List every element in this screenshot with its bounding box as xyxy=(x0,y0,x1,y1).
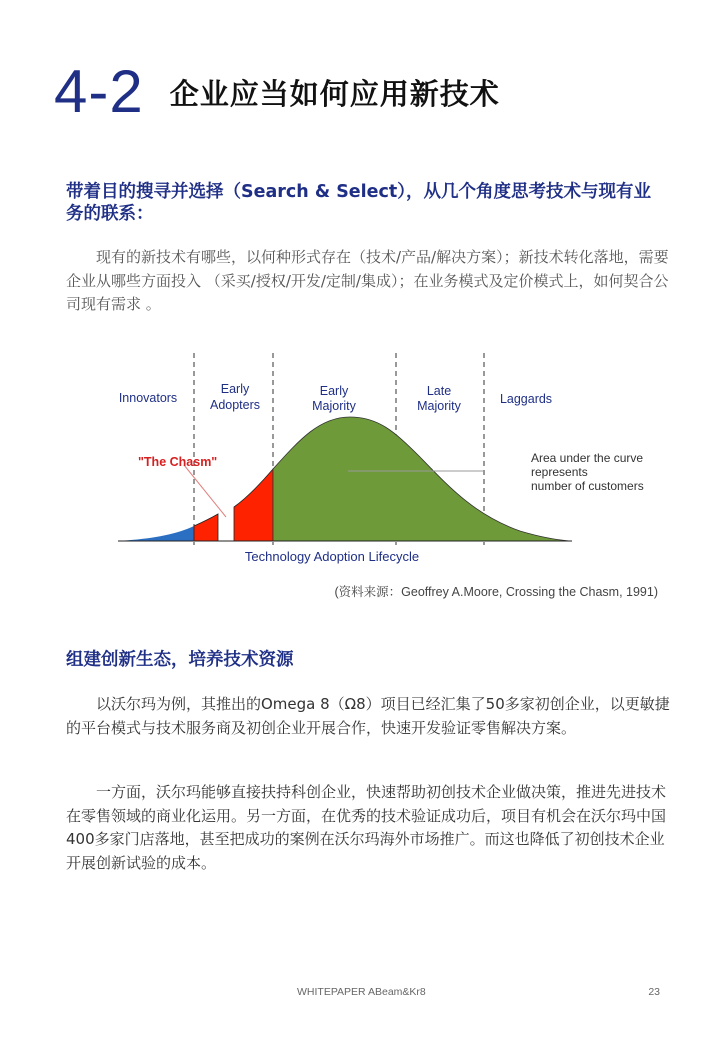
segment-innovators xyxy=(118,526,194,541)
chart-source: (资料来源：Geoffrey A.Moore, Crossing the Chasm, 1991) xyxy=(334,585,658,599)
section-header xyxy=(54,58,500,125)
section2-heading: 组建创新生态，培养技术资源 xyxy=(66,650,294,670)
label-early-majority-line1: Early xyxy=(319,384,349,398)
label-innovators: Innovators xyxy=(118,391,178,405)
area-note-line3: number of customers xyxy=(531,479,644,493)
label-laggards: Laggards xyxy=(499,392,553,406)
segment-majority-laggards xyxy=(273,417,570,541)
label-early-majority-line2: Majority xyxy=(312,399,356,413)
section-number: 4-2 xyxy=(54,58,144,125)
label-early-adopters-line1: Early xyxy=(220,382,250,396)
chasm-pointer xyxy=(184,465,226,517)
label-chasm: "The Chasm" xyxy=(138,455,218,469)
segment-early-adopters-right xyxy=(234,469,273,541)
page-title: 企业应当如何应用新技术 xyxy=(169,76,500,111)
area-note-line1: Area under the curve xyxy=(531,451,644,465)
section2-paragraph1: 以沃尔玛为例，其推出的Omega 8（Ω8）项目已经汇集了50多家初创企业，以更敏捷的平台模式与技术服务商及初创企业开展合作，快速开发验证零售解决方案。 xyxy=(66,695,670,737)
label-late-majority-line1: Late xyxy=(426,384,452,398)
footer-text: WHITEPAPER ABeam&Kr8 xyxy=(297,986,426,998)
area-note-line2: represents xyxy=(531,465,588,479)
page-number: 23 xyxy=(648,986,660,998)
label-late-majority-line2: Majority xyxy=(417,399,461,413)
section2-paragraph2: 一方面，沃尔玛能够直接扶持科创企业，快速帮助初创技术企业做决策，推进先进技术在零售领域的商业化运用。另一方面，在优秀的技术验证成功后，项目有机会在沃尔玛中国400多家门店落地，甚至把成功的案例在沃尔玛海外市场推广。而这也降低了初创技术企业开展创新试验的成本。 xyxy=(66,783,667,872)
segment-early-adopters-left xyxy=(194,514,218,541)
section1-heading: 带着目的搜寻并选择（Search & Select），从几个角度思考技术与现有业务的联系： xyxy=(66,182,652,224)
chart-title: Technology Adoption Lifecycle xyxy=(244,549,420,564)
section1-paragraph: 现有的新技术有哪些，以何种形式存在（技术/产品/解决方案）；新技术转化落地，需要企业从哪些方面投入 （采买/授权/开发/定制/集成）；在业务模式及定价模式上，如何契合公司现有需求 。 xyxy=(66,248,669,313)
label-early-adopters-line2: Adopters xyxy=(209,398,261,412)
adoption-lifecycle-chart xyxy=(110,345,644,575)
